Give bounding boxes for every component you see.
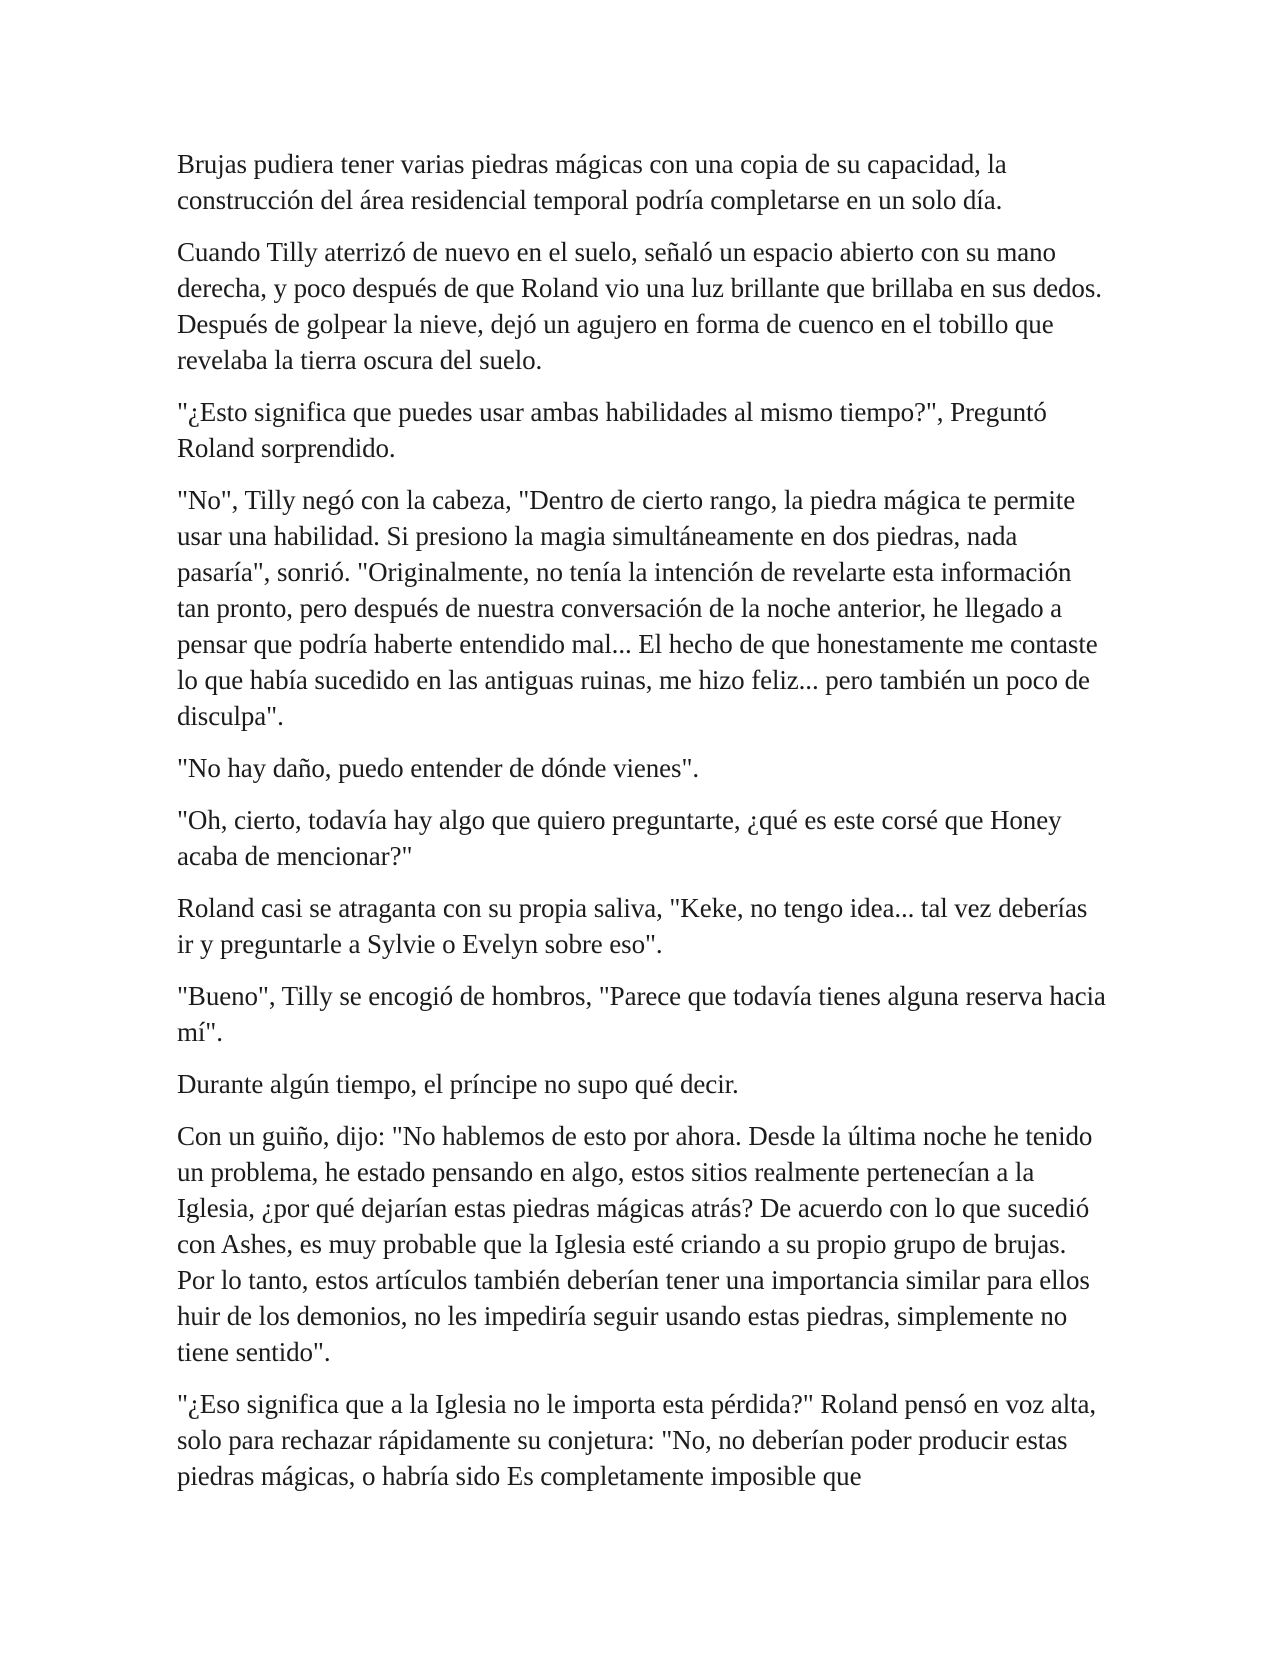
paragraph-9: Durante algún tiempo, el príncipe no supo qué decir. — [177, 1069, 739, 1099]
paragraph-11: "¿Eso significa que a la Iglesia no le importa esta pérdida?" Roland pensó en voz alta, solo para rechazar rápidamente su conjetura: "No, no deberían poder producir estas piedras mágicas, o habría sido Es completamente imposible que — [177, 1389, 1097, 1491]
paragraph-1: Brujas pudiera tener varias piedras mágicas con una copia de su capacidad, la construcción del área residencial temporal podría completarse en un solo día. — [177, 149, 1007, 215]
paragraph-7: Roland casi se atraganta con su propia saliva, "Keke, no tengo idea... tal vez deberías ir y preguntarle a Sylvie o Evelyn sobre eso". — [177, 893, 1088, 959]
document-page — [177, 146, 1107, 1510]
paragraph-5: "No hay daño, puedo entender de dónde vienes". — [177, 753, 700, 783]
paragraph-4: "No", Tilly negó con la cabeza, "Dentro de cierto rango, la piedra mágica te permite usar una habilidad. Si presiono la magia simultáneamente en dos piedras, nada pasaría", sonrió. "Originalmente, no tenía la intención de revelarte esta información tan pronto, pero después de nuestra conversación de la noche anterior, he llegado a pensar que podría haberte entendido mal... El hecho de que honestamente me contaste lo que había sucedido en las antiguas ruinas, me hizo feliz... pero también un poco de disculpa". — [177, 485, 1098, 731]
paragraph-10: Con un guiño, dijo: "No hablemos de esto por ahora. Desde la última noche he tenido un problema, he estado pensando en algo, estos sitios realmente pertenecían a la Iglesia, ¿por qué dejarían estas piedras mágicas atrás? De acuerdo con lo que sucedió con Ashes, es muy probable que la Iglesia esté criando a su propio grupo de brujas. Por lo tanto, estos artículos también deberían tener una importancia similar para ellos huir de los demonios, no les impediría seguir usando estas piedras, simplemente no tiene sentido". — [177, 1121, 1093, 1367]
paragraph-2: Cuando Tilly aterrizó de nuevo en el suelo, señaló un espacio abierto con su mano derecha, y poco después de que Roland vio una luz brillante que brillaba en sus dedos. Después de golpear la nieve, dejó un agujero en forma de cuenco en el tobillo que revelaba la tierra oscura del suelo. — [177, 237, 1102, 375]
paragraph-8: "Bueno", Tilly se encogió de hombros, "Parece que todavía tienes alguna reserva hacia mí". — [177, 981, 1106, 1047]
paragraph-3: "¿Esto significa que puedes usar ambas habilidades al mismo tiempo?", Preguntó Roland sorprendido. — [177, 397, 1047, 463]
paragraph-6: "Oh, cierto, todavía hay algo que quiero preguntarte, ¿qué es este corsé que Honey acaba de mencionar?" — [177, 805, 1062, 871]
